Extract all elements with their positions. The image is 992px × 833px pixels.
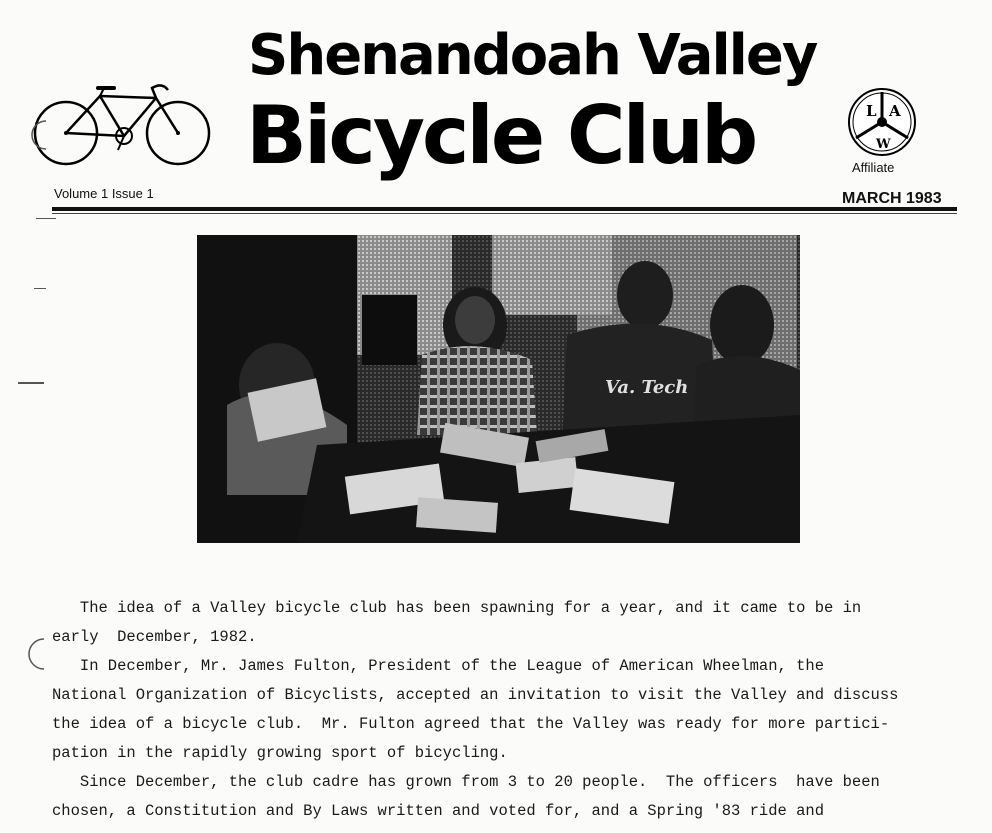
punch-hole-icon: [22, 636, 48, 672]
article-line: In December, Mr. James Fulton, President of the League of American Wheelman, the: [52, 657, 825, 675]
speck: [36, 218, 56, 219]
masthead-rule: [52, 207, 957, 211]
issue-date: MARCH 1983: [842, 190, 942, 207]
logo-letter-w: W: [876, 137, 891, 152]
meeting-photo: [197, 235, 800, 543]
law-affiliate-logo-icon: [844, 84, 920, 160]
volume-issue: Volume 1 Issue 1: [54, 186, 154, 201]
article-line: The idea of a Valley bicycle club has been spawning for a year, and it came to be in: [52, 599, 862, 617]
article-line: chosen, a Constitution and By Laws written and voted for, and a Spring '83 ride and: [52, 802, 825, 820]
club-name-line1: Shenandoah Valley: [248, 23, 817, 88]
article-line: early December, 1982.: [52, 628, 257, 646]
sweatshirt-text: Va. Tech: [605, 377, 689, 398]
punch-hole-icon: [26, 118, 50, 152]
club-name-line2: Bicycle Club: [246, 89, 756, 182]
meeting-photo-illustration: [197, 235, 800, 543]
logo-letter-a: A: [889, 102, 901, 120]
logo-letter-l: L: [866, 102, 877, 120]
bicycle-icon: [28, 78, 213, 168]
article-line: National Organization of Bicyclists, accepted an invitation to visit the Valley and discuss: [52, 686, 899, 704]
speck: [18, 382, 44, 384]
article-body: [52, 594, 972, 826]
article-line: Since December, the club cadre has grown from 3 to 20 people. The officers have been: [52, 773, 880, 791]
article-line: the idea of a bicycle club. Mr. Fulton agreed that the Valley was ready for more partici-: [52, 715, 890, 733]
affiliate-label: Affiliate: [852, 160, 895, 175]
masthead: [0, 0, 992, 225]
masthead-rule-thin: [52, 213, 957, 214]
article-line: pation in the rapidly growing sport of bicycling.: [52, 744, 508, 762]
speck: [34, 288, 46, 289]
